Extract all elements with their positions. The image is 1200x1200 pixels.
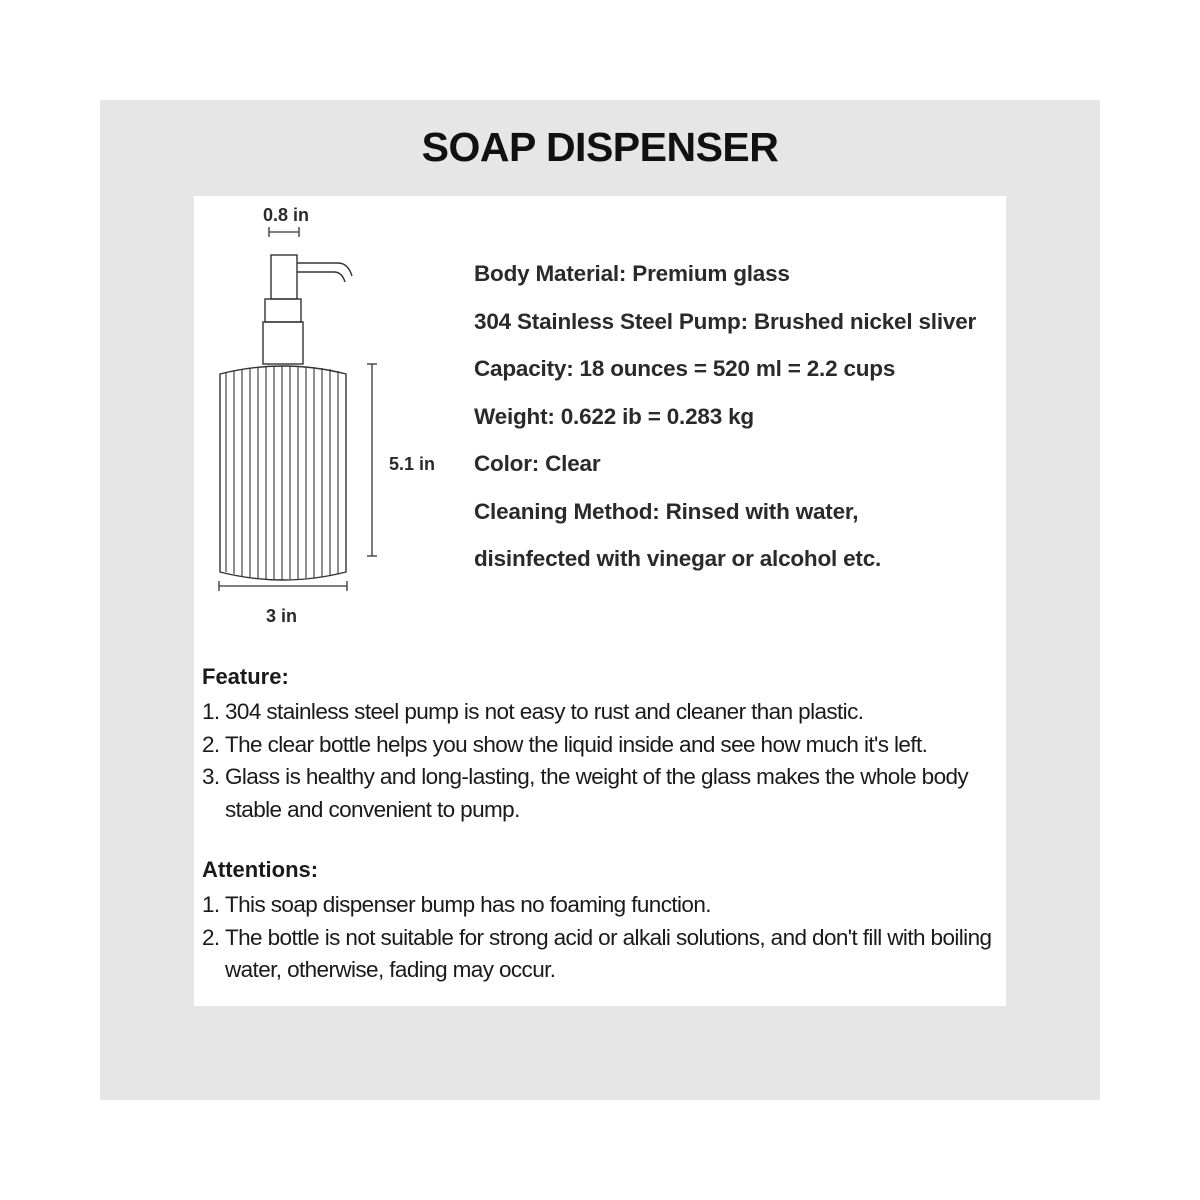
page-title: SOAP DISPENSER [421,124,779,170]
feature-section [202,660,1022,826]
pump-width-label: 0.8 in [263,205,310,225]
spec-pump: 304 Stainless Steel Pump: Brushed nickel sliver [474,308,977,334]
bottle-icon [220,366,346,580]
height-label: 5.1 in [389,454,436,474]
attention-item-text: This soap dispenser bump has no foaming function. [225,892,711,917]
attention-item [202,889,1022,922]
attention-item [202,922,1022,987]
attentions-section [202,853,1022,987]
spec-cleaning-method: Cleaning Method: Rinsed with water, [474,498,859,524]
feature-item [202,696,1022,729]
feature-item-text: 304 stainless steel pump is not easy to rust and cleaner than plastic. [225,699,864,724]
attention-item-text: The bottle is not suitable for strong acid or alkali solutions, and don't fill with boiling water, otherwise, fading may occur. [225,924,992,982]
feature-item [202,761,1022,826]
feature-list [202,696,1022,826]
feature-item-text: Glass is healthy and long-lasting, the weight of the glass makes the whole body stable and convenient to pump. [225,764,969,822]
spec-cleaning-method-cont: disinfected with vinegar or alcohol etc. [474,546,882,571]
attention-item-number: 1. [202,892,220,917]
spec-body-material: Body Material: Premium glass [474,261,790,286]
feature-item-number: 1. [202,699,220,724]
spec-list [474,256,976,589]
feature-heading: Feature: [202,664,289,689]
pump-icon [263,255,352,364]
width-label: 3 in [266,606,298,626]
spec-color: Color: Clear [474,451,601,476]
attentions-list [202,889,1022,987]
spec-weight: Weight: 0.622 ib = 0.283 kg [474,403,754,429]
attention-item-number: 2. [202,924,220,950]
spec-capacity: Capacity: 18 ounces = 520 ml = 2.2 cups [474,356,896,381]
feature-item-text: The clear bottle helps you show the liquid inside and see how much it's left. [225,731,928,757]
feature-item [202,729,1022,762]
feature-item-number: 3. [202,764,220,789]
attentions-heading: Attentions: [202,857,319,882]
feature-item-number: 2. [202,731,220,757]
